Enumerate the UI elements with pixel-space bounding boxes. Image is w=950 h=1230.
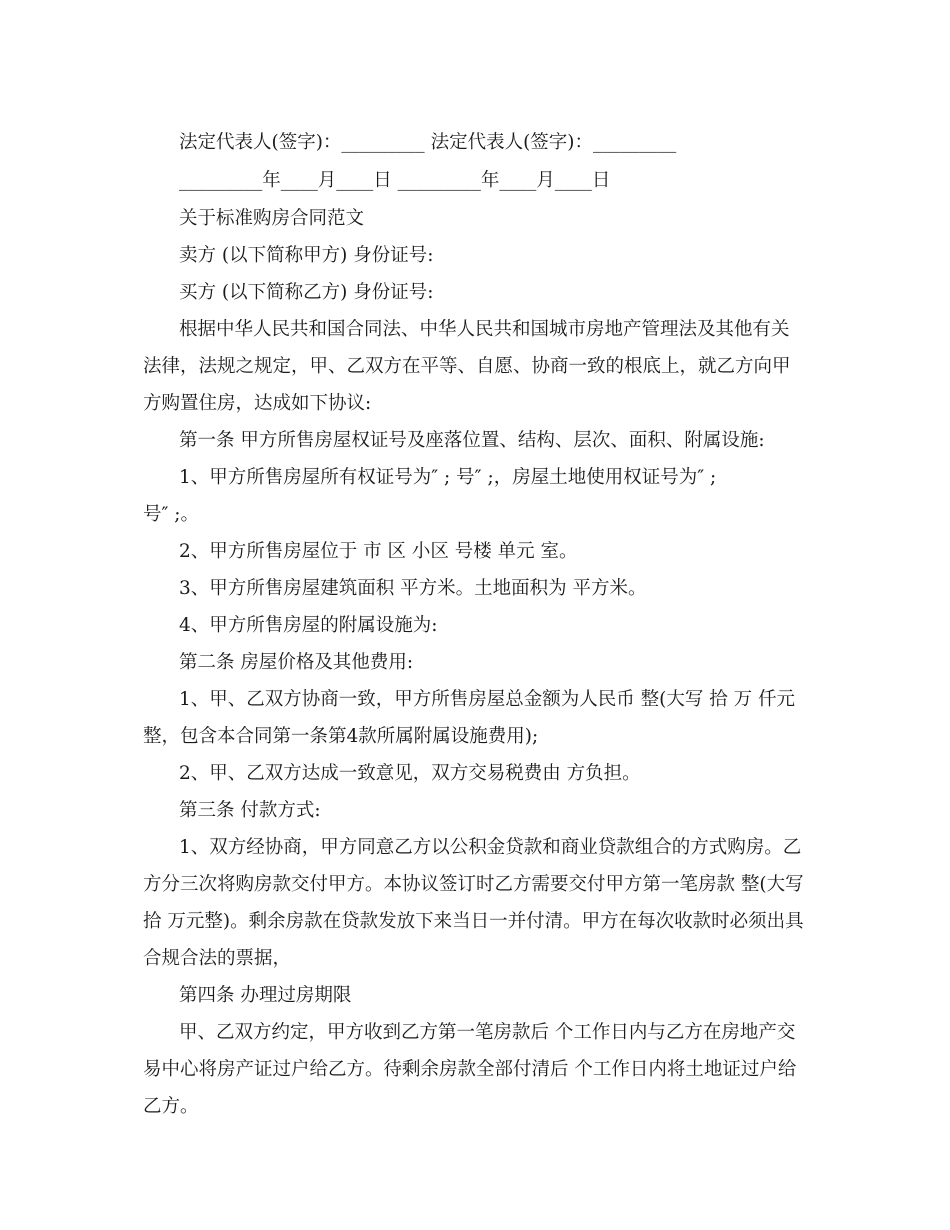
paragraph-line: 1、甲、乙双方协商一致，甲方所售房屋总金额为人民币 整(大写 拾 万 仟元 <box>179 689 796 710</box>
article-heading: 第三条 付款方式: <box>179 800 321 821</box>
article-heading: 第一条 甲方所售房屋权证号及座落位置、结构、层次、面积、附属设施: <box>179 430 765 451</box>
paragraph-line: 乙方。 <box>143 1096 199 1117</box>
paragraph-line: 4、甲方所售房屋的附属设施为: <box>179 615 438 636</box>
paragraph-line: 合规合法的票据， <box>143 948 292 969</box>
paragraph-line: 1、双方经协商，甲方同意乙方以公积金贷款和商业贷款组合的方式购房。乙 <box>179 837 802 858</box>
paragraph-line: 整，包含本合同第一条第4款所属附属设施费用); <box>143 726 539 747</box>
article-heading: 第二条 房屋价格及其他费用: <box>179 652 414 673</box>
paragraph-line: 1、甲方所售房屋所有权证号为″ ; 号″ ;，房屋土地使用权证号为″ ; <box>179 467 717 488</box>
paragraph-line: 易中心将房产证过户给乙方。待剩余房款全部付清后 个工作日内将土地证过户给 <box>143 1059 797 1080</box>
signature-line: 法定代表人(签字)：_________ 法定代表人(签字)：_________ <box>179 132 677 153</box>
paragraph-line: 2、甲方所售房屋位于 市 区 小区 号楼 单元 室。 <box>179 541 578 562</box>
paragraph-line: 方购置住房，达成如下协议: <box>143 393 372 414</box>
paragraph-line: 2、甲、乙双方达成一致意见，双方交易税费由 方负担。 <box>179 763 641 784</box>
article-heading: 第四条 办理过房期限 <box>179 985 352 1006</box>
paragraph-line: 号″ ;。 <box>143 504 200 525</box>
paragraph-line: 3、甲方所售房屋建筑面积 平方米。土地面积为 平方米。 <box>179 578 647 599</box>
paragraph-line: 根据中华人民共和国合同法、中华人民共和国城市房地产管理法及其他有关 <box>179 319 790 340</box>
paragraph-line: 拾 万元整)。剩余房款在贷款发放下来当日一并付清。甲方在每次收款时必须出具 <box>143 911 804 932</box>
paragraph-line: 甲、乙双方约定，甲方收到乙方第一笔房款后 个工作日内与乙方在房地产交 <box>179 1022 796 1043</box>
paragraph-line: 方分三次将购房款交付甲方。本协议签订时乙方需要交付甲方第一笔房款 整(大写 <box>143 874 804 895</box>
seller-line: 卖方 (以下简称甲方) 身份证号: <box>179 245 434 266</box>
paragraph-line: 法律，法规之规定，甲、乙双方在平等、自愿、协商一致的根底上，就乙方向甲 <box>143 356 791 377</box>
buyer-line: 买方 (以下简称乙方) 身份证号: <box>179 282 434 303</box>
document-title: 关于标准购房合同范文 <box>179 208 365 229</box>
date-line: _________年____月____日 _________年____月____日 <box>179 170 611 191</box>
